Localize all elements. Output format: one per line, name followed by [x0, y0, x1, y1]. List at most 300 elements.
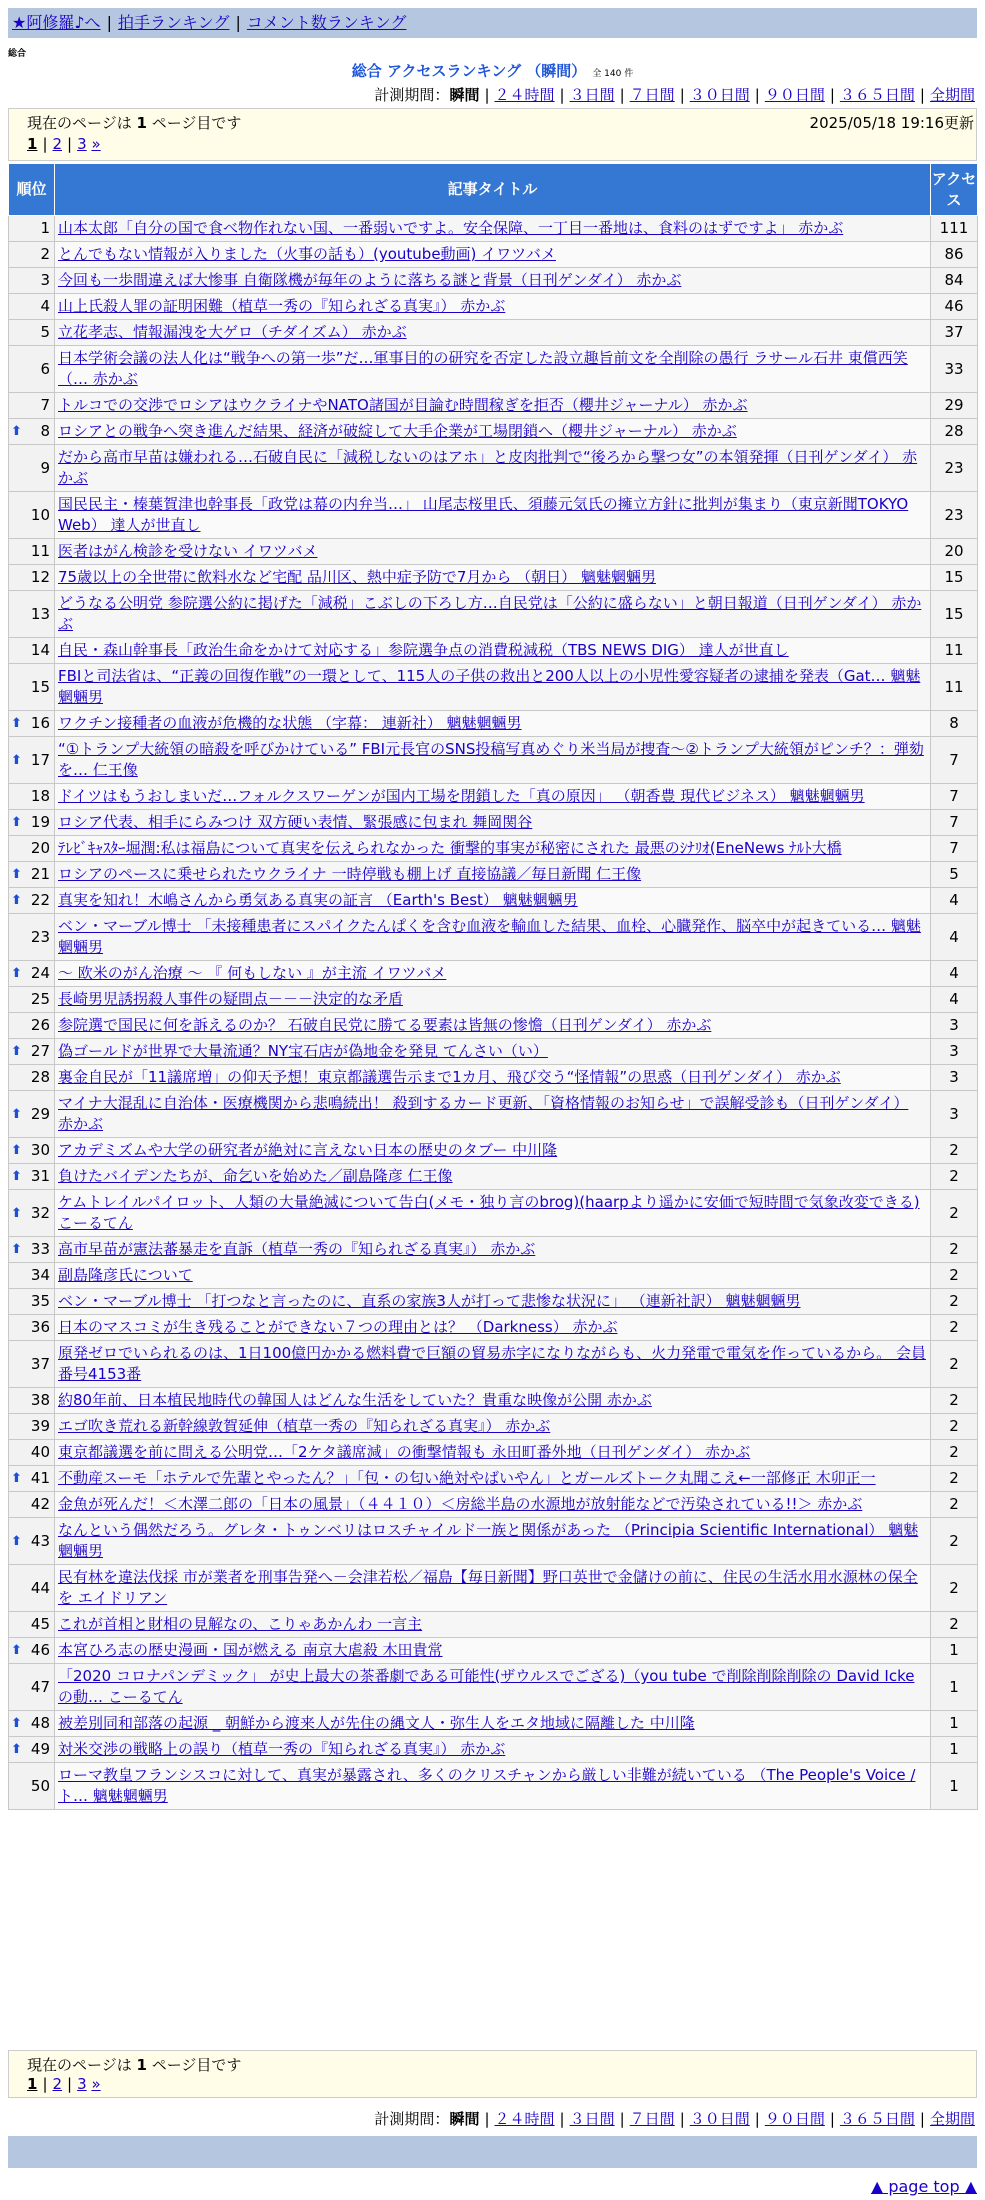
title-cell	[55, 320, 931, 346]
rank-number: 50	[30, 1776, 50, 1795]
up-arrow-icon: ⬆	[11, 1044, 22, 1059]
rank-number: 16	[30, 714, 50, 732]
home-link[interactable]: ★阿修羅♪へ	[12, 13, 101, 32]
title-cell	[55, 419, 931, 445]
period-link[interactable]: ２４時間	[494, 2110, 555, 2128]
article-title-link[interactable]: エゴ吹き荒れる新幹線敦賀延伸（植草一秀の『知られざる真実』） 赤かぶ	[58, 1417, 551, 1435]
access-count: 5	[931, 862, 978, 888]
access-count: 2	[931, 1492, 978, 1518]
title-cell	[55, 1013, 931, 1039]
rank-number: 6	[40, 359, 50, 378]
table-row	[9, 1341, 978, 1388]
title-cell	[55, 294, 931, 320]
page-link[interactable]: 3	[77, 135, 87, 153]
title-cell	[55, 914, 931, 961]
rank-number: 39	[30, 1417, 50, 1435]
table-row	[9, 1190, 978, 1237]
up-arrow-icon: ⬆	[11, 966, 22, 981]
period-link[interactable]: ２４時間	[494, 86, 555, 104]
article-title-link[interactable]: 本宮ひろ志の歴史漫画・国が燃える 南京大虐殺 木田貴常	[58, 1641, 443, 1659]
table-row	[9, 393, 978, 419]
title-cell	[55, 1289, 931, 1315]
footer-bar	[8, 2136, 977, 2168]
rank-number: 21	[30, 865, 50, 883]
title-cell	[55, 1138, 931, 1164]
period-label: 計測期間：	[374, 2110, 450, 2128]
rank-cell	[9, 1466, 55, 1492]
access-count: 2	[931, 1388, 978, 1414]
access-count: 46	[931, 294, 978, 320]
period-separator: |	[754, 2110, 760, 2128]
table-row	[9, 862, 978, 888]
rank-cell	[9, 1612, 55, 1638]
access-count: 15	[931, 565, 978, 591]
page-current: 1	[27, 135, 38, 153]
rank-cell	[9, 242, 55, 268]
article-title-link[interactable]: 金魚が死んだ！＜木澤二郎の「日本の風景」（４４１０）＜房総半島の水源地が放射能などで汚染されている!!＞ 赤かぶ	[58, 1495, 863, 1513]
page-link[interactable]: 2	[52, 135, 63, 153]
article-title-link[interactable]: 被差別同和部落の起源 _ 朝鮮から渡来人が先住の縄文人・弥生人をエタ地域に隔離した 中川隆	[58, 1714, 695, 1732]
rank-cell	[9, 1315, 55, 1341]
rank-number: 33	[30, 1240, 50, 1258]
up-arrow-icon: ⬆	[11, 893, 22, 908]
rank-number: 46	[30, 1641, 50, 1659]
ranking-title-row	[0, 60, 985, 81]
article-title-link[interactable]: 山本太郎「自分の国で食べ物作れない国、一番弱いですよ。安全保障、一丁目一番地は、食料のはずですよ」 赤かぶ	[58, 219, 844, 237]
table-row	[9, 1711, 978, 1737]
title-cell	[55, 737, 931, 784]
article-title-link[interactable]: ローマ教皇フランシスコに対して、真実が暴露され、多くのクリスチャンから厳しい非難が続いている （The People's Voice / ト… 魑魅魍魎男	[58, 1766, 916, 1805]
up-arrow-icon: ⬆	[11, 1643, 22, 1658]
rank-number: 37	[30, 1354, 50, 1373]
rank-number: 8	[40, 422, 50, 440]
table-row	[9, 294, 978, 320]
article-title-link[interactable]: 負けたバイデンたちが、命乞いを始めた／副島隆彦 仁王像	[58, 1167, 453, 1185]
access-count: 3	[931, 1091, 978, 1138]
page-link[interactable]: 3	[77, 2075, 87, 2093]
rank-cell	[9, 1414, 55, 1440]
period-current: 瞬間	[449, 86, 480, 104]
rank-number: 31	[30, 1167, 50, 1185]
up-arrow-icon: ⬆	[11, 716, 22, 731]
current-page-text: 現在のページは 1 ページ目です	[27, 2056, 242, 2074]
up-arrow-icon: ⬆	[11, 1143, 22, 1158]
table-row	[9, 1638, 978, 1664]
rank-number: 18	[30, 787, 50, 805]
article-title-link[interactable]: 75歳以上の全世帯に飲料水など宅配 品川区、熱中症予防で7月から （朝日） 魑魅魍魎男	[58, 568, 656, 586]
title-cell	[55, 346, 931, 393]
title-cell	[55, 591, 931, 638]
access-count: 2	[931, 1190, 978, 1237]
table-row	[9, 1164, 978, 1190]
page-separator: |	[42, 135, 48, 153]
article-title-link[interactable]: これが首相と財相の見解なの、こりゃあかんわ 一言主	[58, 1615, 423, 1633]
table-row	[9, 1664, 978, 1711]
title-cell	[55, 711, 931, 737]
title-cell	[55, 862, 931, 888]
rank-cell	[9, 1237, 55, 1263]
rank-cell	[9, 346, 55, 393]
rank-cell	[9, 1763, 55, 1810]
ranking-table	[8, 163, 978, 1810]
access-count: 4	[931, 961, 978, 987]
article-title-link[interactable]: 医者はがん検診を受けない イワツバメ	[58, 542, 318, 560]
rank-number: 47	[30, 1677, 50, 1696]
access-count: 2	[931, 1565, 978, 1612]
title-cell	[55, 1065, 931, 1091]
table-row	[9, 320, 978, 346]
rank-number: 4	[40, 297, 50, 315]
period-separator: |	[679, 2110, 685, 2128]
rank-number: 7	[40, 396, 50, 414]
title-cell	[55, 1763, 931, 1810]
article-title-link[interactable]: 今回も一歩間違えば大惨事 自衛隊機が毎年のように落ちる謎と背景（日刊ゲンダイ） 赤かぶ	[58, 271, 682, 289]
article-title-link[interactable]: マイナ大混乱に自治体・医療機関から悲鳴続出！ 殺到するカード更新、「資格情報のお知らせ」で誤解受診も（日刊ゲンダイ） 赤かぶ	[58, 1094, 909, 1133]
rank-cell	[9, 419, 55, 445]
period-selector-top	[374, 84, 975, 105]
article-title-link[interactable]: ロシアのペースに乗せられたウクライナ 一時停戦も棚上げ 直接協議／毎日新聞 仁王像	[58, 865, 642, 883]
rank-cell	[9, 810, 55, 836]
title-cell	[55, 961, 931, 987]
access-count: 33	[931, 346, 978, 393]
period-separator: |	[619, 2110, 625, 2128]
access-count: 7	[931, 784, 978, 810]
period-link[interactable]: ９０日間	[764, 2110, 825, 2128]
table-row	[9, 1440, 978, 1466]
title-cell	[55, 445, 931, 492]
updated-timestamp: 2025/05/18 19:16更新	[809, 114, 974, 132]
pagination-top	[27, 135, 101, 153]
article-title-link[interactable]: 長崎男児誘拐殺人事件の疑問点－－－決定的な矛盾	[58, 990, 404, 1008]
access-count: 2	[931, 1289, 978, 1315]
access-count: 4	[931, 914, 978, 961]
access-count: 2	[931, 1341, 978, 1388]
article-title-link[interactable]: 参院選で国民に何を訴えるのか？ 石破自民党に勝てる要素は皆無の惨憺（日刊ゲンダイ） 赤かぶ	[58, 1016, 712, 1034]
title-cell	[55, 1315, 931, 1341]
access-count: 11	[931, 638, 978, 664]
table-row	[9, 419, 978, 445]
up-arrow-icon: ⬆	[11, 1533, 22, 1549]
rank-number: 30	[30, 1141, 50, 1159]
access-count: 2	[931, 1315, 978, 1341]
rank-number: 25	[30, 990, 50, 1008]
rank-cell	[9, 711, 55, 737]
table-row	[9, 1315, 978, 1341]
article-title-link[interactable]: トルコでの交渉でロシアはウクライナやNATO諸国が目論む時間稼ぎを拒否（櫻井ジャーナル） 赤かぶ	[58, 396, 748, 414]
access-count: 2	[931, 1414, 978, 1440]
table-row	[9, 1237, 978, 1263]
access-count: 1	[931, 1638, 978, 1664]
page-top-link[interactable]: ▲ page top ▲	[870, 2177, 977, 2196]
article-title-link[interactable]: 不動産スーモ「ホテルで先輩とやったん？」「包・の匂い絶対やばいやん」とガールズトーク丸聞こえ←一部修正 木卯正一	[58, 1469, 876, 1487]
rank-cell	[9, 445, 55, 492]
table-row	[9, 565, 978, 591]
title-cell	[55, 242, 931, 268]
table-row	[9, 1289, 978, 1315]
access-count: 3	[931, 1065, 978, 1091]
rank-cell	[9, 1013, 55, 1039]
up-arrow-icon: ⬆	[11, 1716, 22, 1731]
nav-separator: |	[235, 13, 241, 32]
period-label: 計測期間：	[374, 86, 450, 104]
title-cell	[55, 216, 931, 242]
article-title-link[interactable]: ケムトレイルパイロット、人類の大量絶滅について告白(メモ・独り言のbrog)(haarpより遥かに安価で短時間で気象改変できる) こーるてん	[58, 1193, 920, 1232]
rank-number: 12	[30, 568, 50, 586]
table-row	[9, 810, 978, 836]
table-row	[9, 784, 978, 810]
article-title-link[interactable]: 国民民主・榛葉賀津也幹事長「政党は幕の内弁当…」 山尾志桜里氏、須藤元気氏の擁立方針に批判が集まり（東京新聞TOKYO Web） 達人が世直し	[58, 495, 909, 534]
rank-number: 10	[30, 505, 50, 524]
page-top-link-wrap	[871, 2177, 977, 2196]
title-cell	[55, 1091, 931, 1138]
title-header: 記事タイトル	[55, 164, 931, 216]
table-row	[9, 888, 978, 914]
title-cell	[55, 888, 931, 914]
rank-cell	[9, 1737, 55, 1763]
access-count: 1	[931, 1737, 978, 1763]
rank-cell	[9, 1440, 55, 1466]
rank-cell	[9, 1289, 55, 1315]
rank-number: 1	[40, 219, 50, 237]
table-row	[9, 216, 978, 242]
access-count: 1	[931, 1664, 978, 1711]
rank-cell	[9, 638, 55, 664]
access-header: アクセス	[931, 164, 978, 216]
article-title-link[interactable]: 裏金自民が「11議席増」の仰天予想！東京都議選告示まで1カ月、飛び交う“怪情報”の思惑（日刊ゲンダイ） 赤かぶ	[58, 1068, 841, 1086]
rank-number: 2	[40, 245, 50, 263]
period-link[interactable]: 全期間	[929, 86, 975, 104]
title-cell	[55, 1414, 931, 1440]
rank-cell	[9, 1263, 55, 1289]
article-title-link[interactable]: 約80年前、日本植民地時代の韓国人はどんな生活をしていた？貴重な映像が公開 赤かぶ	[58, 1391, 652, 1409]
table-row	[9, 711, 978, 737]
access-count: 2	[931, 1138, 978, 1164]
next-page-link[interactable]: »	[91, 2075, 101, 2093]
period-link[interactable]: 全期間	[929, 2110, 975, 2128]
rank-cell	[9, 1190, 55, 1237]
page-separator: |	[67, 2075, 73, 2093]
article-title-link[interactable]: 民有林を違法伐採 市が業者を刑事告発へ－会津若松／福島【毎日新聞】野口英世で金儲けの前に、住民の生活水用水源林の保全を エイドリアン	[58, 1568, 918, 1607]
up-arrow-icon: ⬆	[11, 1106, 22, 1122]
article-title-link[interactable]: とんでもない情報が入りました（火事の話も）(youtube動画) イワツバメ	[58, 245, 556, 263]
article-title-link[interactable]: 日本のマスコミが生き残ることができない７つの理由とは？ （Darkness） 赤かぶ	[58, 1318, 618, 1336]
period-link[interactable]: ７日間	[629, 86, 675, 104]
article-title-link[interactable]: 真実を知れ！木嶋さんから勇気ある真実の証言 （Earth's Best） 魑魅魍魎男	[58, 891, 578, 909]
article-title-link[interactable]: 自民・森山幹事長「政治生命をかけて対応する」参院選争点の消費税減税（TBS NEWS DIG） 達人が世直し	[58, 641, 789, 659]
article-title-link[interactable]: アカデミズムや大学の研究者が絶対に言えない日本の歴史のタブー 中川隆	[58, 1141, 558, 1159]
applause-ranking-link[interactable]: 拍手ランキング	[117, 13, 230, 32]
period-link[interactable]: ９０日間	[764, 86, 825, 104]
access-count: 8	[931, 711, 978, 737]
table-row	[9, 638, 978, 664]
rank-number: 29	[30, 1104, 50, 1123]
period-separator: |	[754, 86, 760, 104]
rank-number: 20	[30, 839, 50, 857]
rank-number: 34	[30, 1266, 50, 1284]
title-cell	[55, 268, 931, 294]
period-separator: |	[619, 86, 625, 104]
article-title-link[interactable]: ﾃﾚﾋﾞｷｬｽﾀｰ堀潤:私は福島について真実を伝えられなかった 衝撃的事実が秘密にされた 最悪のｼﾅﾘｵ(EneNews ﾅﾙﾄ大橋	[58, 839, 842, 857]
article-title-link[interactable]: 副島隆彦氏について	[58, 1266, 193, 1284]
current-page-text: 現在のページは 1 ページ目です	[27, 114, 242, 132]
table-row	[9, 1763, 978, 1810]
article-title-link[interactable]: どうなる公明党 参院選公約に掲げた「減税」こぶしの下ろし方…自民党は「公約に盛らない」と朝日報道（日刊ゲンダイ） 赤かぶ	[58, 594, 922, 633]
title-cell	[55, 492, 931, 539]
access-count: 2	[931, 1466, 978, 1492]
table-row	[9, 346, 978, 393]
rank-cell	[9, 1565, 55, 1612]
table-row	[9, 1263, 978, 1289]
period-separator: |	[484, 2110, 490, 2128]
period-link[interactable]: ３６５日間	[839, 86, 915, 104]
period-separator: |	[919, 86, 925, 104]
article-title-link[interactable]: 日本学術会議の法人化は“戦争への第一歩”だ…軍事目的の研究を否定した設立趣旨前文を全削除の愚行 ラサール石井 東償西笑 （… 赤かぶ	[58, 349, 908, 388]
table-row	[9, 1138, 978, 1164]
access-count: 2	[931, 1612, 978, 1638]
table-row	[9, 1013, 978, 1039]
article-title-link[interactable]: 原発ゼロでいられるのは、1日100億円かかる燃料費で巨額の貿易赤字になりながらも、火力発電で電気を作っているから。 会員番号4153番	[58, 1344, 926, 1383]
title-cell	[55, 539, 931, 565]
title-cell	[55, 1565, 931, 1612]
period-separator: |	[559, 86, 565, 104]
table-row	[9, 987, 978, 1013]
article-title-link[interactable]: ワクチン接種者の血液が危機的な状態 （字幕： 連新社） 魑魅魍魎男	[58, 714, 522, 732]
article-title-link[interactable]: ～ 欧米のがん治療 ～ 『 何もしない 』が主流 イワツバメ	[58, 964, 447, 982]
rank-number: 15	[30, 677, 50, 696]
article-title-link[interactable]: FBIと司法省は、“正義の回復作戦”の一環として、115人の子供の救出と200人以上の小児性愛容疑者の逮捕を発表（Gat… 魑魅魍魎男	[58, 667, 921, 706]
title-cell	[55, 1492, 931, 1518]
rank-number: 5	[40, 323, 50, 341]
pagination-bottom	[27, 2075, 101, 2093]
article-title-link[interactable]: 高市早苗が憲法蕃暴走を直訴（植草一秀の『知られざる真実』） 赤かぶ	[58, 1240, 536, 1258]
rank-cell	[9, 1711, 55, 1737]
up-arrow-icon: ⬆	[11, 752, 22, 768]
article-title-link[interactable]: 対米交渉の戦略上の誤り（植草一秀の『知られざる真実』） 赤かぶ	[58, 1740, 506, 1758]
title-cell	[55, 1263, 931, 1289]
table-row	[9, 268, 978, 294]
rank-number: 38	[30, 1391, 50, 1409]
rank-cell	[9, 987, 55, 1013]
period-link[interactable]: ３日間	[569, 86, 615, 104]
table-row	[9, 1466, 978, 1492]
article-title-link[interactable]: だから高市早苗は嫌われる…石破自民に「減税しないのはアホ」と皮肉批判で“後ろから撃つ女”の本領発揮（日刊ゲンダイ） 赤かぶ	[58, 448, 918, 487]
rank-number: 17	[30, 750, 50, 769]
title-cell	[55, 393, 931, 419]
period-separator: |	[829, 2110, 835, 2128]
article-title-link[interactable]: ドイツはもうおしまいだ…フォルクスワーゲンが国内工場を閉鎖した「真の原因」 （朝香豊 現代ビジネス） 魑魅魍魎男	[58, 787, 865, 805]
article-title-link[interactable]: ロシア代表、相手にらみつけ 双方硬い表情、緊張感に包まれ 舞岡関谷	[58, 813, 533, 831]
access-count: 37	[931, 320, 978, 346]
rank-header: 順位	[9, 164, 55, 216]
table-row	[9, 445, 978, 492]
article-title-link[interactable]: ベン・マーブル博士 「未接種患者にスパイクたんぱくを含む血液を輸血した結果、血栓、心臓発作、脳卒中が起きている… 魑魅魍魎男	[58, 917, 921, 956]
rank-cell	[9, 492, 55, 539]
rank-cell	[9, 1341, 55, 1388]
rank-number: 22	[30, 891, 50, 909]
table-row	[9, 1518, 978, 1565]
article-title-link[interactable]: ベン・マーブル博士 「打つなと言ったのに、直系の家族3人が打って悲惨な状況に」 （連新社訳） 魑魅魍魎男	[58, 1292, 801, 1310]
rank-cell	[9, 1492, 55, 1518]
article-title-link[interactable]: なんという偶然だろう。グレタ・トゥンベリはロスチャイルド一族と関係があった （Principia Scientific International） 魑魅魍魎男	[58, 1521, 919, 1560]
article-title-link[interactable]: 東京都議選を前に問える公明党…「2ケタ議席減」の衝撃情報も 永田町番外地（日刊ゲンダイ） 赤かぶ	[58, 1443, 751, 1461]
up-arrow-icon: ⬆	[11, 867, 22, 882]
rank-cell	[9, 565, 55, 591]
rank-number: 41	[30, 1469, 50, 1487]
period-separator: |	[559, 2110, 565, 2128]
rank-number: 3	[40, 271, 50, 289]
title-cell	[55, 664, 931, 711]
table-row	[9, 1612, 978, 1638]
table-row	[9, 836, 978, 862]
page-current: 1	[27, 2075, 38, 2093]
rank-number: 24	[30, 964, 50, 982]
title-cell	[55, 1388, 931, 1414]
article-title-link[interactable]: 「2020 コロナパンデミック」 が史上最大の茶番劇である可能性(ザウルスでござる)（you tube で削除削除削除の David Ickeの動… こーるてん	[58, 1667, 915, 1706]
table-row	[9, 1388, 978, 1414]
article-title-link[interactable]: ロシアとの戦争へ突き進んだ結果、経済が破綻して大手企業が工場閉鎖へ（櫻井ジャーナル） 赤かぶ	[58, 422, 737, 440]
access-count: 20	[931, 539, 978, 565]
next-page-link[interactable]: »	[91, 135, 101, 153]
table-row	[9, 1737, 978, 1763]
access-count: 4	[931, 987, 978, 1013]
period-separator: |	[679, 86, 685, 104]
access-count: 29	[931, 393, 978, 419]
rank-cell	[9, 888, 55, 914]
period-link[interactable]: ３日間	[569, 2110, 615, 2128]
access-count: 23	[931, 492, 978, 539]
rank-cell	[9, 737, 55, 784]
table-row	[9, 1492, 978, 1518]
rank-cell	[9, 862, 55, 888]
access-count: 28	[931, 419, 978, 445]
comment-ranking-link[interactable]: コメント数ランキング	[246, 13, 407, 32]
title-cell	[55, 784, 931, 810]
rank-cell	[9, 1138, 55, 1164]
table-row	[9, 1065, 978, 1091]
access-count: 3	[931, 1039, 978, 1065]
rank-cell	[9, 914, 55, 961]
article-title-link[interactable]: 偽ゴールドが世界で大量流通？NY宝石店が偽地金を発見 てんさい（い）	[58, 1042, 548, 1060]
table-row	[9, 1414, 978, 1440]
title-cell	[55, 1466, 931, 1492]
rank-number: 19	[30, 813, 50, 831]
page-link[interactable]: 2	[52, 2075, 63, 2093]
period-link[interactable]: ３０日間	[689, 2110, 750, 2128]
period-separator: |	[829, 86, 835, 104]
rank-cell	[9, 1388, 55, 1414]
period-selector-bottom	[374, 2108, 975, 2129]
rank-cell	[9, 539, 55, 565]
title-cell	[55, 1612, 931, 1638]
table-row	[9, 591, 978, 638]
article-title-link[interactable]: “①トランプ大統領の暗殺を呼びかけている” FBI元長官のSNS投稿写真めぐり米当局が捜査〜②トランプ大統領がピンチ？：弾劾を… 仁王像	[58, 740, 924, 779]
period-link[interactable]: ７日間	[629, 2110, 675, 2128]
rank-cell	[9, 1664, 55, 1711]
title-cell	[55, 1737, 931, 1763]
rank-number: 14	[30, 641, 50, 659]
rank-number: 36	[30, 1318, 50, 1336]
period-link[interactable]: ３０日間	[689, 86, 750, 104]
title-cell	[55, 810, 931, 836]
period-link[interactable]: ３６５日間	[839, 2110, 915, 2128]
article-title-link[interactable]: 立花孝志、情報漏洩を大ゲロ（チダイズム） 赤かぶ	[58, 323, 407, 341]
page-info-bottom	[8, 2050, 977, 2098]
article-title-link[interactable]: 山上氏殺人罪の証明困難（植草一秀の『知られざる真実』） 赤かぶ	[58, 297, 506, 315]
title-cell	[55, 638, 931, 664]
access-count: 84	[931, 268, 978, 294]
rank-cell	[9, 836, 55, 862]
access-count: 1	[931, 1763, 978, 1810]
